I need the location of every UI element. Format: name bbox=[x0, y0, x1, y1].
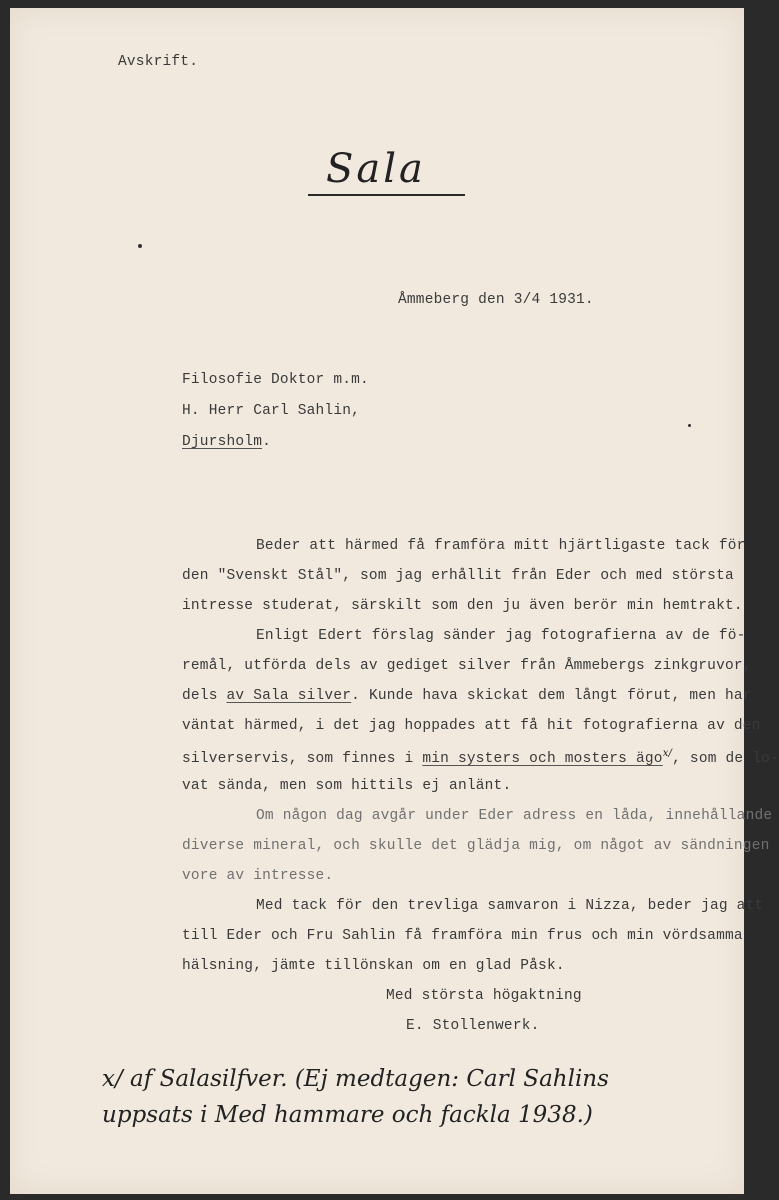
handwritten-title: Sala bbox=[326, 146, 426, 192]
body-line: diverse mineral, och skulle det glädja mig, om något av sändningen bbox=[182, 838, 770, 854]
body-line: väntat härmed, i det jag hoppades att få hit fotografierna av den bbox=[182, 718, 761, 734]
title-underline bbox=[308, 194, 465, 196]
closing-salutation: Med största högaktning bbox=[386, 988, 582, 1004]
body-line: dels av Sala silver. Kunde hava skickat dem långt förut, men har bbox=[182, 688, 752, 704]
body-line: till Eder och Fru Sahlin få framföra min frus och min vördsamma bbox=[182, 928, 743, 944]
body-line: Med tack för den trevliga samvaron i Nizza, beder jag att bbox=[256, 898, 764, 914]
dateline: Åmmeberg den 3/4 1931. bbox=[398, 292, 594, 308]
underlined-phrase: min systers och mosters ägo bbox=[422, 750, 663, 767]
recipient-city: Djursholm. bbox=[182, 434, 272, 450]
underlined-phrase: av Sala silver bbox=[226, 688, 352, 704]
footnote-mark: x/ bbox=[662, 748, 673, 759]
recipient-title: Filosofie Doktor m.m. bbox=[182, 372, 369, 388]
signature: E. Stollenwerk. bbox=[406, 1018, 540, 1034]
avskrift-label: Avskrift. bbox=[118, 54, 199, 70]
body-line: Enligt Edert förslag sänder jag fotografierna av de fö- bbox=[256, 628, 746, 644]
body-line: den "Svenskt Stål", som jag erhållit från Eder och med största bbox=[182, 568, 734, 584]
city-underlined: Djursholm bbox=[182, 434, 263, 450]
paper-mark bbox=[138, 244, 142, 248]
body-line: Om någon dag avgår under Eder adress en låda, innehållande bbox=[256, 808, 773, 824]
body-line: Beder att härmed få framföra mitt hjärtligaste tack för bbox=[256, 538, 746, 554]
paper-mark bbox=[688, 424, 691, 427]
document-page bbox=[10, 8, 779, 1194]
body-line: vore av intresse. bbox=[182, 868, 334, 884]
body-line: vat sända, men som hittils ej anlänt. bbox=[182, 778, 512, 794]
body-line: remål, utförda dels av gediget silver från Åmmebergs zinkgruvor, bbox=[182, 658, 752, 674]
footnote-line: uppsats i Med hammare och fackla 1938.) bbox=[102, 1102, 593, 1128]
recipient-name: H. Herr Carl Sahlin, bbox=[182, 403, 361, 419]
body-line: intresse studerat, särskilt som den ju även berör min hemtrakt. bbox=[182, 598, 743, 614]
body-line: silverservis, som finnes i min systers och mosters ägo$^{x/}$, som de lo- bbox=[182, 748, 779, 767]
footnote-line: x/ af Salasilfver. (Ej medtagen: Carl Sahlins bbox=[102, 1066, 609, 1092]
body-line: hälsning, jämte tillönskan om en glad Påsk. bbox=[182, 958, 565, 974]
